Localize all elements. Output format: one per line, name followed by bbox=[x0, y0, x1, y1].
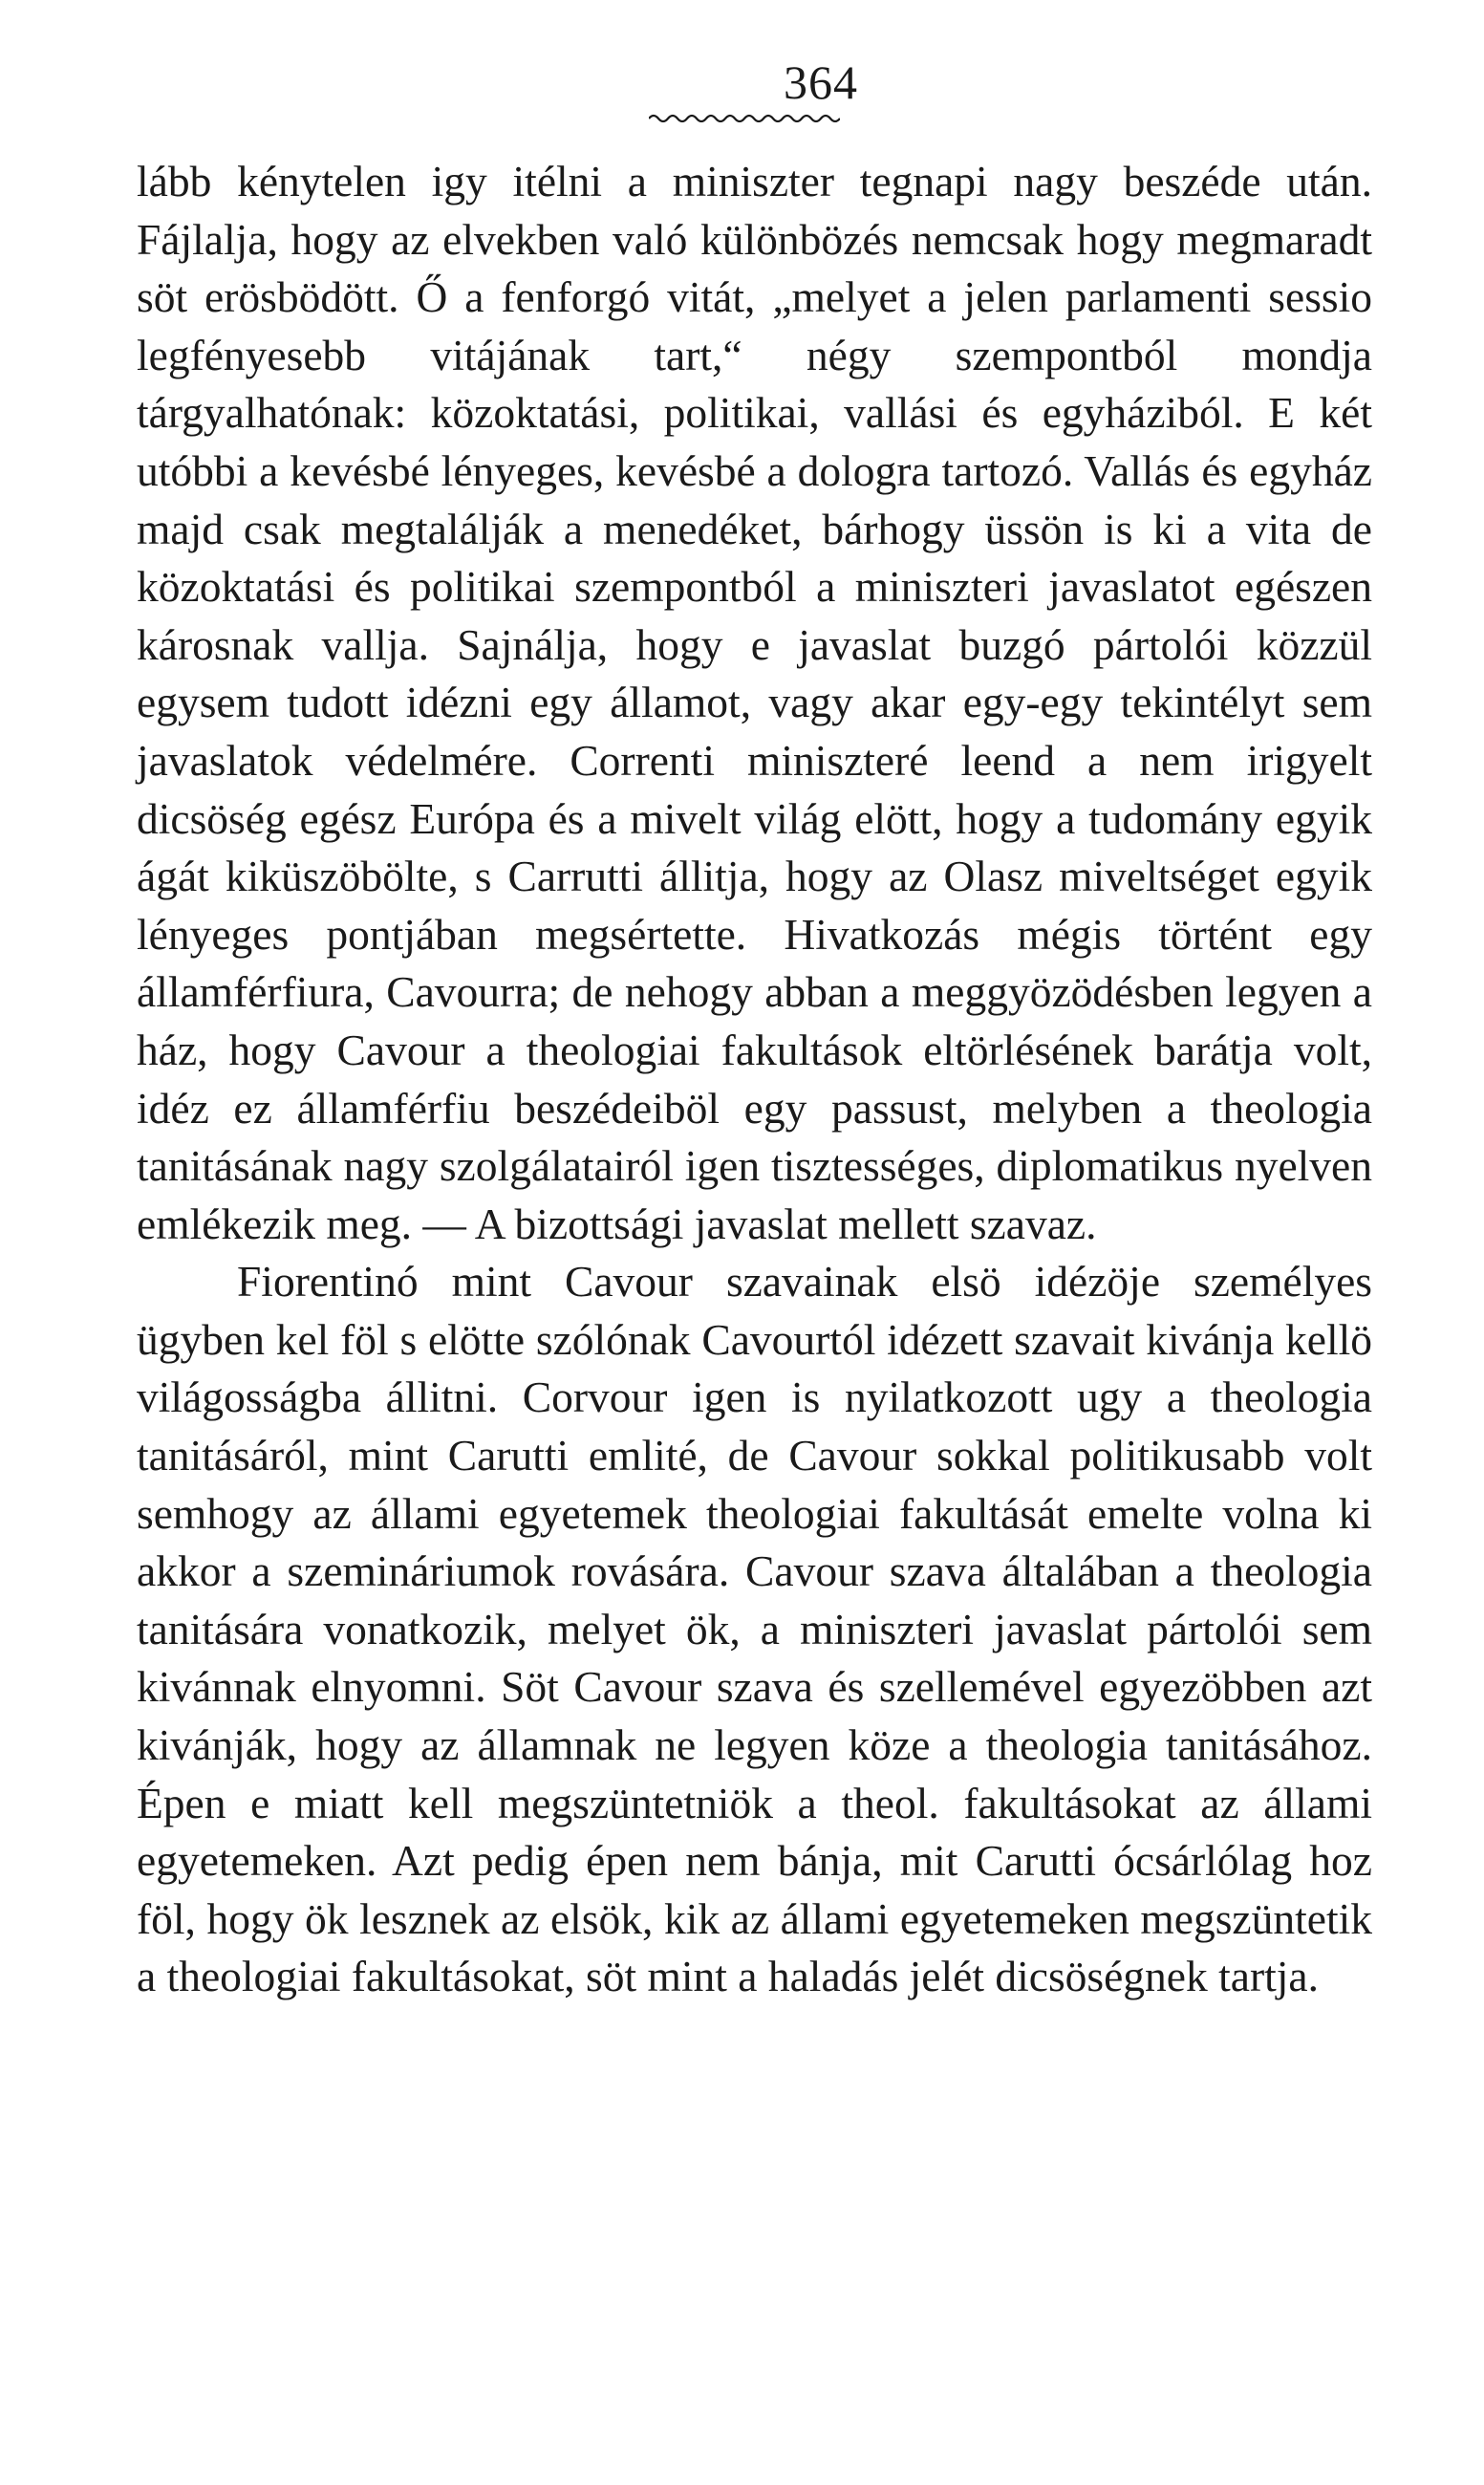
page-header bbox=[0, 55, 1484, 109]
paragraph-fiorentino: Fiorentinó mint Cavour szavainak elsö idézöje személyes ügyben kel föl s elötte szólónak Cavourtól idézett szavait kivánja kellö világosságba állitni. Corvour igen is nyilatkozott ugy a theologia tanitásáról, mint Carutti emlité, de Cavour sokkal politikusabb volt semhogy az állami egyetemek theologiai fakultását emelte volna ki akkor a szemináriumok rovására. Cavour szava általában a theologia tanitására vonatkozik, melyet ök, a miniszteri javaslat pártolói sem kivánnak elnyomni. Söt Cavour szava és szellemével egyezöbben azt kivánják, hogy az államnak ne legyen köze a theologia tanitásához. Épen e miatt kell megszüntetniök a theol. fakultásokat az állami egyetemeken. Azt pedig épen nem bánja, mit Carutti ócsárlólag hoz föl, hogy ök lesznek az elsök, kik az állami egyetemeken megszüntetik a theologiai fakultásokat, söt mint a haladás jelét dicsöségnek tartja. bbox=[137, 1257, 1372, 2001]
paragraph-continued: lább kénytelen igy itélni a miniszter tegnapi nagy beszéde után. Fájlalja, hogy az elvekben való különbözés nemcsak hogy megmaradt söt erösbödött. Ő a fenforgó vitát, „melyet a jelen parlamenti sessio legfényesebb vitájának tart,“ négy szempontból mondja tárgyalhatónak: közoktatási, politikai, vallási és egyháziból. E két utóbbi a kevésbé lényeges, kevésbé a dologra tartozó. Vallás és egyház majd csak megtalálják a menedéket, bárhogy üssön is ki a vita de közoktatási és politikai szempontból a miniszteri javaslatot egészen károsnak vallja. Sajnálja, hogy e javaslat buzgó pártolói közzül egysem tudott idézni egy államot, vagy akar egy-egy tekintélyt sem javaslatok védelmére. Correnti miniszteré leend a nem irigyelt dicsöség egész Európa és a mivelt világ elött, hogy a tudomány egyik ágát kiküszöbölte, s Carrutti állitja, hogy az Olasz miveltséget egyik lényeges pontjában megsértette. Hivatkozás mégis történt egy államférfiura, Cavourra; de nehogy abban a meggyözödésben legyen a ház, hogy Cavour a theologiai fakultások eltörlésének barátja volt, idéz ez államférfiu beszédeiböl egy passust, melyben a theologia tanitásának nagy szolgálatairól igen tisztességes, diplomatikus nyelven emlékezik meg. — A bizottsági javaslat mellett szavaz. bbox=[137, 157, 1372, 1248]
wavy-rule-ornament bbox=[649, 113, 840, 124]
body-text bbox=[137, 153, 1372, 2006]
page-number: 364 bbox=[784, 55, 858, 109]
